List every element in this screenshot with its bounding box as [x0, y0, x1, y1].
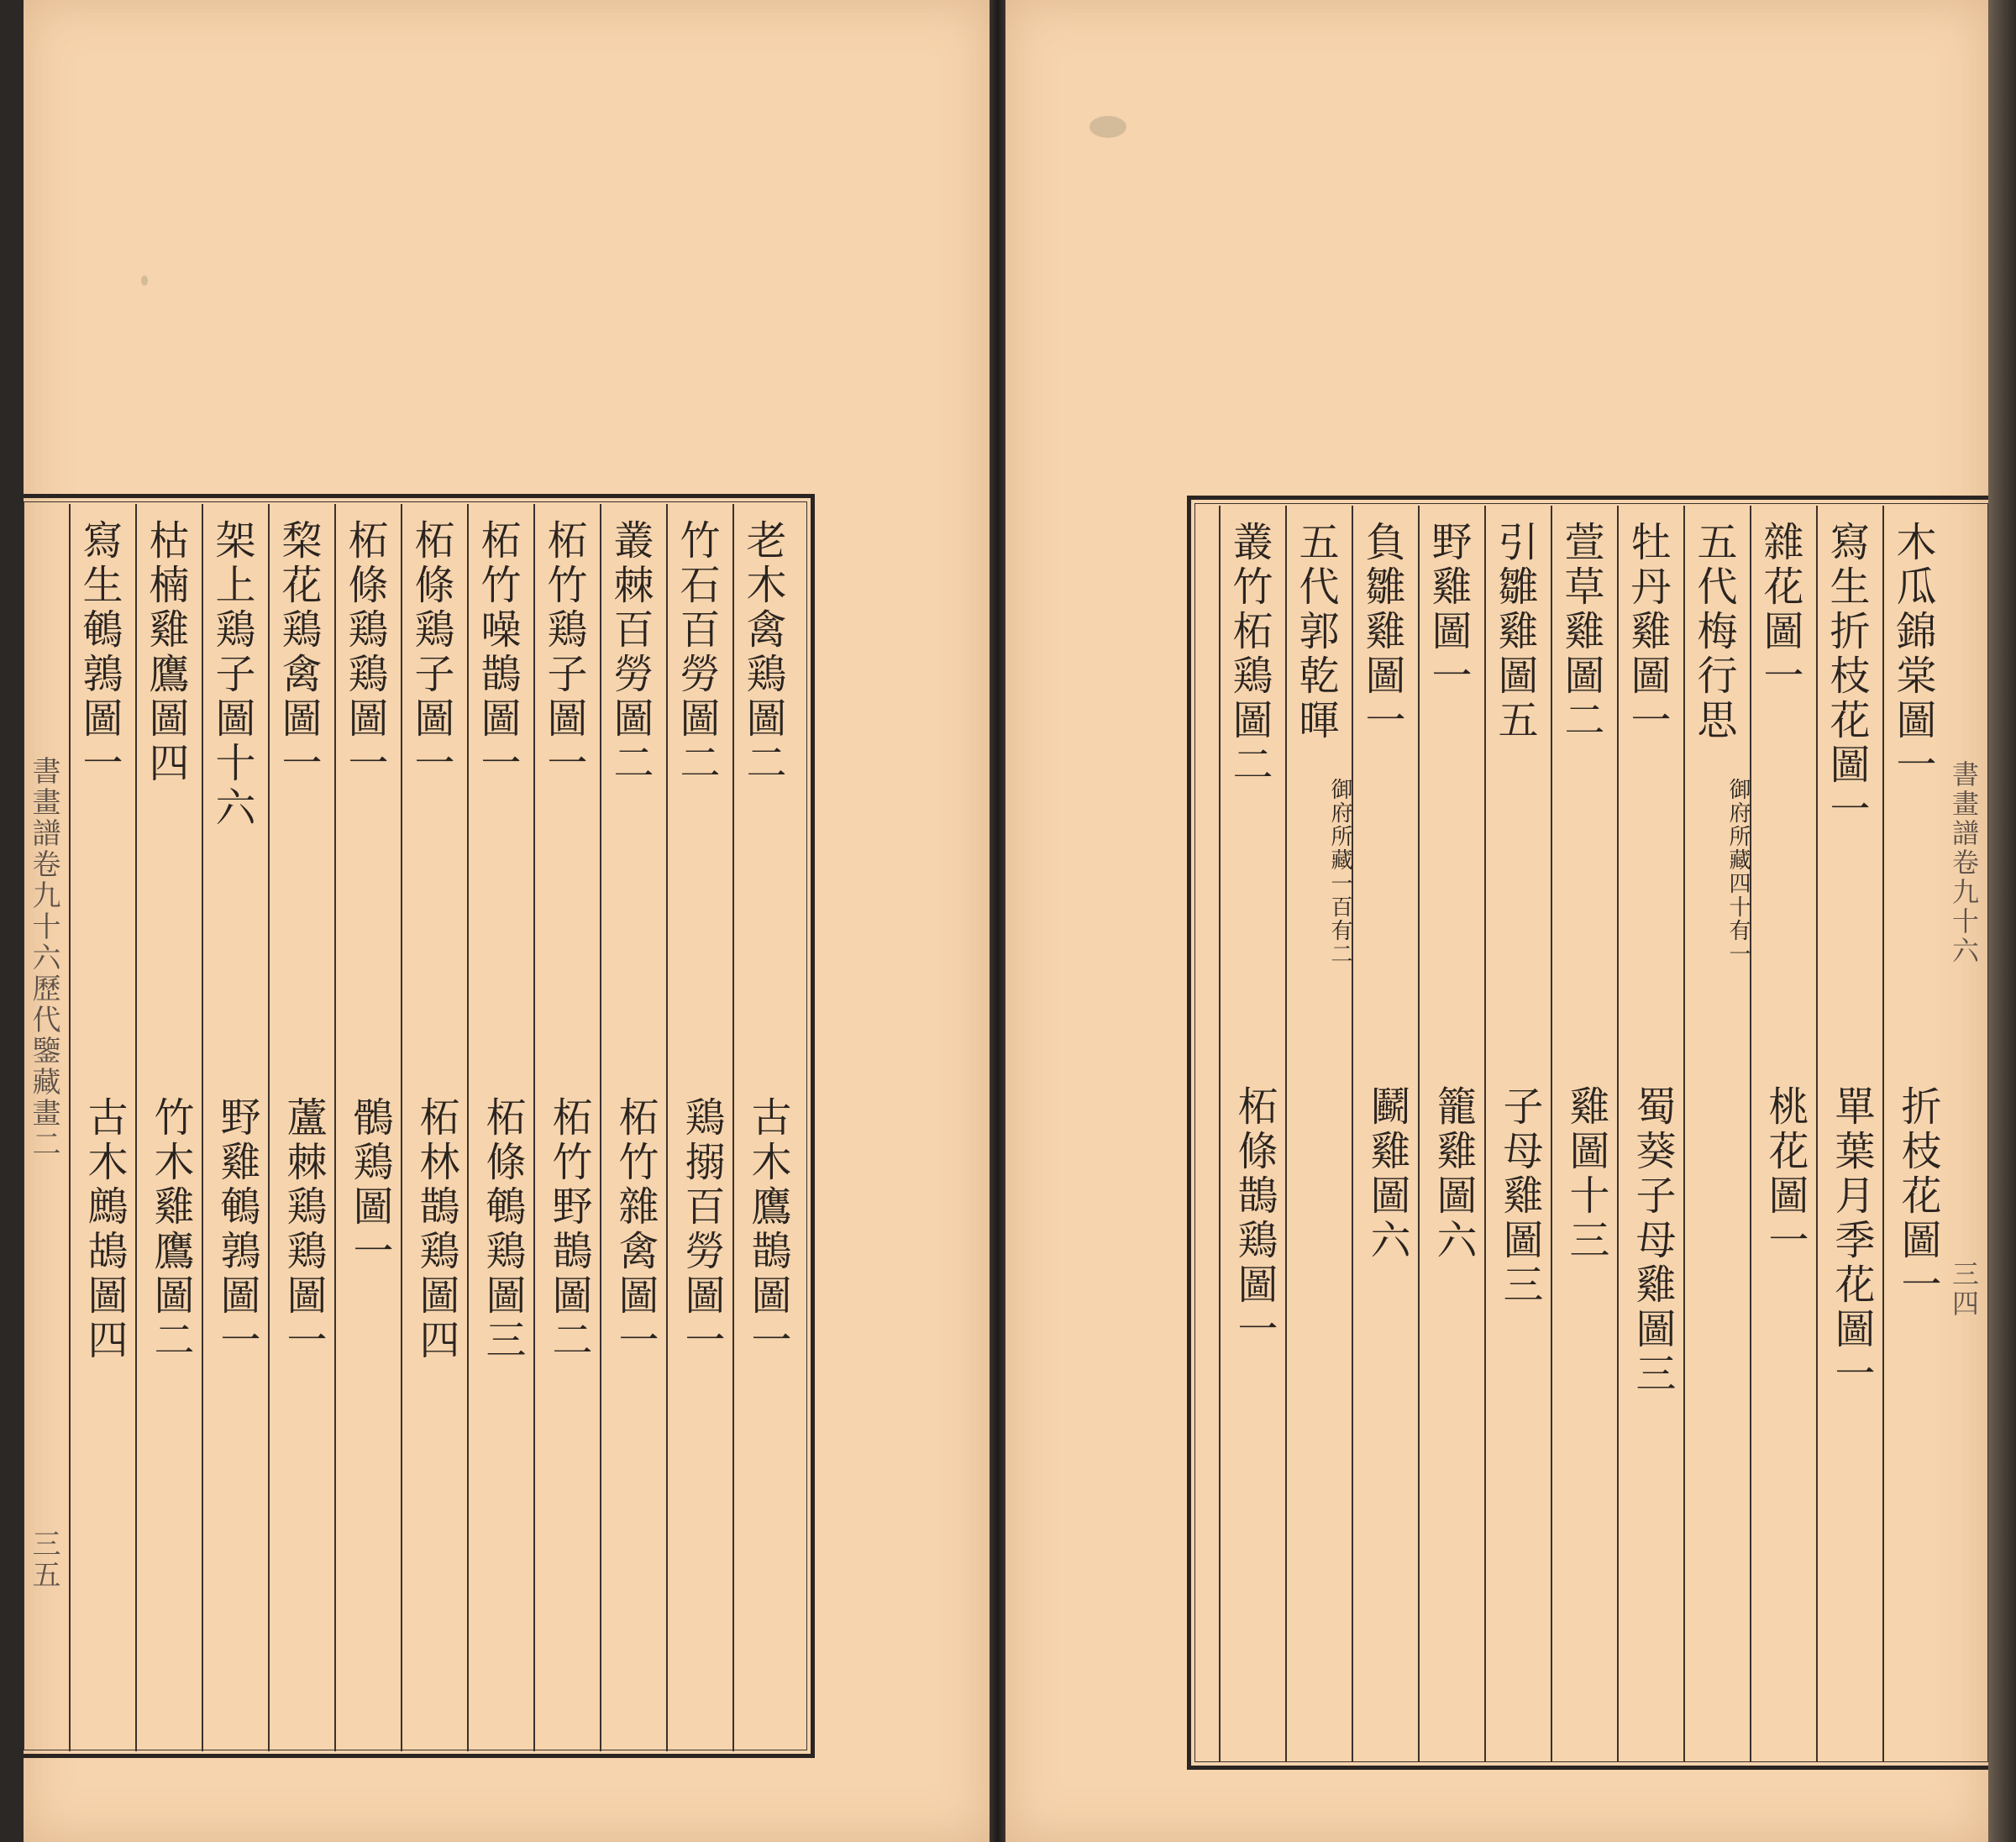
column-rule [1219, 506, 1221, 1761]
column-rule [1683, 506, 1685, 1761]
column-rule [202, 504, 203, 1751]
column-rule [533, 504, 535, 1751]
text-column-top: 柘竹噪鵲圖一 [474, 519, 521, 786]
text-column-top: 萱草雞圖二 [1557, 521, 1604, 743]
text-column-top: 柘條鶏鶏圖一 [341, 519, 388, 786]
text-column-bottom: 柘條鵪鶏圖三 [479, 1096, 526, 1363]
text-column-top: 柘竹鶏子圖一 [540, 519, 587, 786]
column-rule [401, 504, 402, 1751]
text-column-bottom: 子母雞圖三 [1496, 1085, 1543, 1308]
right-margin-title: 書畫譜卷九十六 [1948, 760, 1980, 966]
text-column-bottom: 鶏搦百勞圖一 [678, 1096, 725, 1363]
text-column-bottom: 雞圖十三 [1562, 1085, 1609, 1263]
text-column-top: 引雛雞圖五 [1491, 521, 1538, 743]
column-rule [69, 504, 71, 1751]
text-column-top: 雜花圖一 [1756, 521, 1803, 699]
text-column-bottom: 鬬雞圖六 [1363, 1085, 1410, 1263]
column-rule [467, 504, 469, 1751]
text-column-bottom: 柘林鵲鶏圖四 [412, 1096, 459, 1363]
text-column-top: 寫生折枝花圖一 [1823, 521, 1870, 832]
text-column-top: 五代郭乾暉 [1292, 521, 1339, 743]
left-page-number: 三五 [27, 1529, 60, 1591]
collection-note: 御府所藏四十有一 [1725, 778, 1751, 966]
text-column-bottom: 柘竹雜禽圖一 [612, 1096, 659, 1363]
text-column-top: 竹石百勞圖二 [673, 519, 720, 786]
text-column-top: 負雛雞圖一 [1358, 521, 1405, 743]
column-rule [600, 504, 601, 1751]
column-rule [1352, 506, 1353, 1761]
text-column-top: 叢竹柘鶏圖二 [1226, 521, 1273, 788]
text-column-top: 架上鶏子圖十六 [208, 519, 255, 831]
right-page [1005, 0, 1988, 1842]
text-column-bottom: 柘條鵲鶏圖一 [1231, 1085, 1278, 1352]
column-rule [1882, 506, 1884, 1761]
text-column-bottom: 單葉月季花圖一 [1828, 1085, 1875, 1397]
left-page [24, 0, 990, 1842]
column-rule [666, 504, 668, 1751]
text-column-bottom: 柘竹野鵲圖二 [545, 1096, 592, 1363]
text-column-top: 野雞圖一 [1425, 521, 1472, 699]
text-column-bottom: 古木鷓鴣圖四 [81, 1096, 128, 1363]
column-rule [1816, 506, 1818, 1761]
text-column-top: 牡丹雞圖一 [1624, 521, 1671, 743]
book-right-edge [1988, 0, 2016, 1842]
text-column-top: 叢棘百勞圖二 [606, 519, 654, 786]
text-column-bottom: 竹木雞鷹圖二 [147, 1096, 194, 1363]
text-column-top: 寫生鵪鶉圖一 [76, 519, 123, 786]
text-column-top: 木瓜錦棠圖一 [1889, 521, 1936, 788]
text-column-top: 枯楠雞鷹圖四 [142, 519, 189, 786]
text-column-top: 五代梅行思 [1690, 521, 1737, 743]
column-rule [1750, 506, 1751, 1761]
column-rule [732, 504, 734, 1751]
text-column-bottom: 蘆棘鶏鶏圖一 [280, 1096, 327, 1363]
column-rule [1484, 506, 1486, 1761]
column-rule [268, 504, 270, 1751]
ink-speck [141, 276, 148, 286]
text-column-bottom: 蜀葵子母雞圖三 [1629, 1085, 1676, 1397]
column-rule [1551, 506, 1552, 1761]
text-column-bottom: 籠雞圖六 [1430, 1085, 1477, 1263]
book-gutter [990, 0, 1005, 1842]
collection-note: 御府所藏一百有二 [1327, 778, 1352, 966]
text-column-top: 棃花鶏禽圖一 [275, 519, 322, 786]
column-rule [1617, 506, 1619, 1761]
paper-stain [1089, 116, 1126, 138]
text-column-bottom: 桃花圖一 [1761, 1085, 1809, 1263]
right-page-number: 三四 [1948, 1260, 1980, 1319]
text-column-bottom: 鶻鶏圖一 [346, 1096, 393, 1274]
text-column-bottom: 古木鷹鵲圖一 [744, 1096, 791, 1363]
column-rule [1418, 506, 1420, 1761]
text-column-top: 老木禽鶏圖二 [739, 519, 786, 786]
left-margin-title: 書畫譜卷九十六歷代鑒藏畫二 [27, 756, 60, 1160]
text-column-bottom: 折枝花圖一 [1894, 1085, 1941, 1308]
column-rule [1285, 506, 1287, 1761]
column-rule [135, 504, 137, 1751]
text-column-top: 柘條鶏子圖一 [407, 519, 454, 786]
text-column-bottom: 野雞鵪鶉圖一 [213, 1096, 260, 1363]
column-rule [334, 504, 336, 1751]
